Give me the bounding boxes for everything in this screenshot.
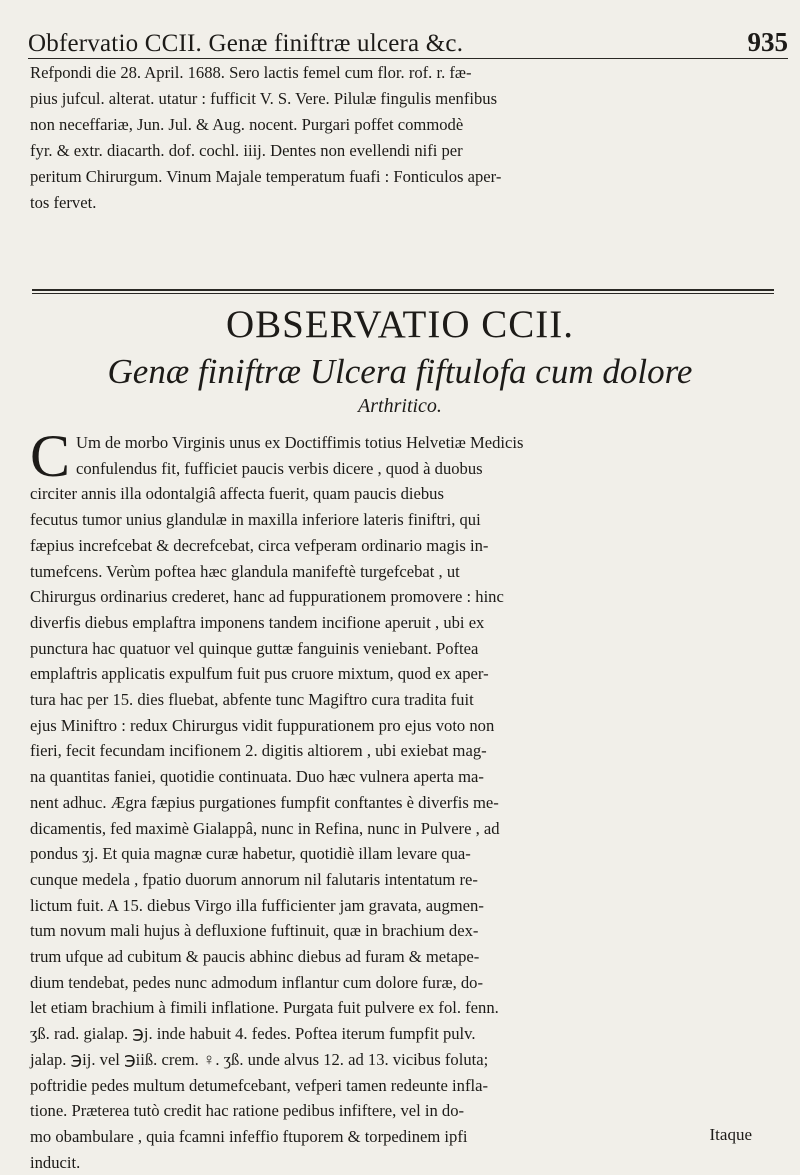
observation-subtitle-continued: Arthritico. <box>358 395 442 417</box>
text-line: fieri, fecit fecundam incifionem 2. digitis altiorem , ubi exiebat mag- <box>30 741 487 761</box>
observation-subtitle: Genæ finiftræ Ulcera fiftulofa cum dolore <box>107 352 693 391</box>
drop-cap: C <box>30 423 71 489</box>
text-line: pius jufcul. alterat. utatur : fufficit V. S. Vere. Pilulæ fingulis menfibus <box>30 89 498 108</box>
text-line: diverfis diebus emplaftra imponens tandem incifione aperuit , ubi ex <box>30 612 485 632</box>
text-line: jalap. ℈ij. vel ℈iiß. crem. ♀. ʒß. unde alvus 12. ad 13. vicibus foluta; <box>30 1049 489 1069</box>
text-line: fecutus tumor unius glandulæ in maxilla inferiore lateris finiftri, qui <box>30 510 481 530</box>
observation-body <box>30 423 785 1175</box>
text-line: fæpius increfcebat & decrefcebat, circa vefperam ordinario magis in- <box>30 535 489 555</box>
text-line: dium tendebat, pedes nunc admodum inflantur cum dolore furæ, do- <box>30 972 483 992</box>
text-line: confulendus fit, fufficiet paucis verbis dicere , quod à duobus <box>76 458 483 478</box>
text-line: Um de morbo Virginis unus ex Doctiffimis totius Helvetiæ Medicis <box>76 433 524 452</box>
text-line: peritum Chirurgum. Vinum Majale temperatum fuafi : Fonticulos aper- <box>30 167 502 186</box>
text-line: nent adhuc. Ægra fæpius purgationes fumpfit conftantes è diverfis me- <box>30 792 499 812</box>
text-line: let etiam brachium à fimili inflatione. Purgata fuit pulvere ex fol. fenn. <box>30 998 499 1018</box>
text-line: lictum fuit. A 15. diebus Virgo illa fufficienter jam gravata, augmen- <box>30 895 484 915</box>
text-line: circiter annis illa odontalgiâ affecta fuerit, quam paucis diebus <box>30 484 444 504</box>
text-line: tumefcens. Verùm poftea hæc glandula manifeftè turgefcebat , ut <box>30 561 460 581</box>
running-title: Obfervatio CCII. Genæ finiftræ ulcera &c. <box>28 30 464 57</box>
text-line: pondus ʒj. Et quia magnæ curæ habetur, quotidiè illam levare qua- <box>30 844 471 864</box>
text-line: Refpondi die 28. April. 1688. Sero lactis femel cum flor. rof. r. fæ- <box>30 63 472 82</box>
text-line: tione. Præterea tutò credit hac ratione pedibus infiftere, vel in do- <box>30 1101 465 1121</box>
text-line: fyr. & extr. diacarth. dof. cochl. iiij. Dentes non evellendi nifi per <box>30 141 463 160</box>
page-number: 935 <box>747 27 788 57</box>
text-line: Chirurgus ordinarius crederet, hanc ad fuppurationem promovere : hinc <box>30 587 504 607</box>
text-line: punctura hac quatuor vel quinque guttæ fanguinis veniebant. Poftea <box>30 638 479 658</box>
text-line: inducit. <box>30 1152 81 1172</box>
text-line: tos fervet. <box>30 193 97 212</box>
section-divider <box>32 289 774 291</box>
text-line: ʒß. rad. gialap. ℈j. inde habuit 4. fedes. Poftea iterum fumpfit pulv. <box>30 1024 476 1044</box>
text-line: ejus Miniftro : redux Chirurgus vidit fuppurationem pro ejus voto non <box>30 715 495 735</box>
text-line: trum ufque ad cubitum & paucis abhinc diebus ad furam & metape- <box>30 947 480 967</box>
text-line: cunque medela , fpatio duorum annorum nil falutaris intentatum re- <box>30 869 478 889</box>
text-line: emplaftris applicatis expulfum fuit pus cruore mixtum, quod ex aper- <box>30 664 489 684</box>
intro-paragraph <box>30 60 780 216</box>
catchword: Itaque <box>709 1125 752 1144</box>
text-line: poftridie pedes multum detumefcebant, vefperi tamen redeunte infla- <box>30 1075 488 1095</box>
text-line: na quantitas faniei, quotidie continuata. Duo hæc vulnera aperta ma- <box>30 767 484 787</box>
text-line: mo obambulare , quia fcamni infeffio ftuporem & torpedinem ipfi <box>30 1126 468 1146</box>
text-line: tura hac per 15. dies fluebat, abfente tunc Magiftro cura tradita fuit <box>30 690 474 710</box>
observation-heading: OBSERVATIO CCII. <box>225 303 575 346</box>
running-header <box>28 14 788 59</box>
text-line: non neceffariæ, Jun. Jul. & Aug. nocent. Purgari poffet commodè <box>30 115 464 134</box>
text-line: tum novum mali hujus à defluxione fuftinuit, quæ in brachium dex- <box>30 921 479 941</box>
section-divider-thin <box>32 293 774 294</box>
text-line: dicamentis, fed maximè Gialappâ, nunc in Refina, nunc in Pulvere , ad <box>30 818 500 838</box>
